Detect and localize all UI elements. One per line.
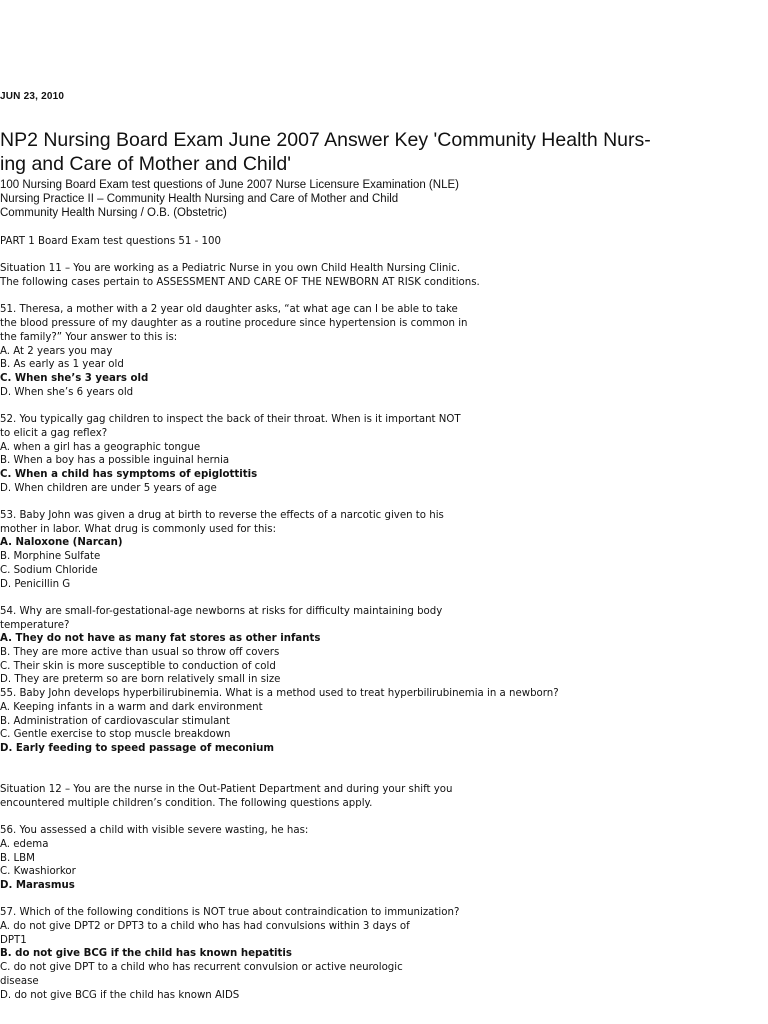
answer-option: B. They are more active than usual so throw off covers [0, 647, 280, 659]
intro-line: 100 Nursing Board Exam test questions of June 2007 Nurse Licensure Examination (NLE) [0, 179, 459, 191]
answer-option-continued: disease [0, 975, 39, 987]
intro-line: Community Health Nursing / O.B. (Obstetric) [0, 207, 227, 219]
answer-option: C. Sodium Chloride [0, 564, 98, 576]
intro-line: Nursing Practice II – Community Health Nursing and Care of Mother and Child [0, 193, 399, 205]
answer-option: B. Administration of cardiovascular stimulant [0, 715, 230, 727]
question-57 [0, 906, 640, 1002]
question-text: temperature? [0, 619, 70, 631]
title-line: NP2 Nursing Board Exam June 2007 Answer Key 'Community Health Nurs- [0, 129, 651, 151]
answer-option: A. when a girl has a geographic tongue [0, 441, 201, 453]
situation-12-line: encountered multiple children’s condition. The following questions apply. [0, 797, 373, 809]
answer-option: A. At 2 years you may [0, 345, 113, 357]
answer-option: C. Gentle exercise to stop muscle breakdown [0, 729, 231, 741]
answer-option: D. When she’s 6 years old [0, 386, 134, 398]
post-date: JUN 23, 2010 [0, 91, 65, 102]
question-text: to elicit a gag reflex? [0, 427, 108, 439]
question-52 [0, 413, 640, 495]
situation-11-line: Situation 11 – You are working as a Pediatric Nurse in you own Child Health Nursing Clinic. [0, 263, 461, 275]
question-text: 57. Which of the following conditions is NOT true about contraindication to immunization? [0, 907, 460, 919]
correct-answer-option: D. Early feeding to speed passage of meconium [0, 742, 275, 754]
question-text: 51. Theresa, a mother with a 2 year old daughter asks, “at what age can I be able to take [0, 304, 458, 316]
answer-option: A. do not give DPT2 or DPT3 to a child who has had convulsions within 3 days of [0, 921, 410, 933]
answer-option: C. do not give DPT to a child who has recurrent convulsion or active neurologic [0, 962, 403, 974]
page-title [0, 128, 700, 176]
question-text: 55. Baby John develops hyperbilirubinemia. What is a method used to treat hyperbilirubinemia in a newborn? [0, 688, 559, 700]
question-text: 53. Baby John was given a drug at birth to reverse the effects of a narcotic given to his [0, 510, 444, 521]
part-heading: PART 1 Board Exam test questions 51 - 100 [0, 236, 221, 247]
answer-option: B. When a boy has a possible inguinal hernia [0, 455, 230, 467]
answer-option: B. LBM [0, 852, 35, 864]
question-text: 54. Why are small-for-gestational-age newborns at risks for difficulty maintaining body [0, 605, 443, 617]
question-55 [0, 687, 640, 756]
answer-option: D. Penicillin G [0, 578, 71, 590]
correct-answer-option: A. They do not have as many fat stores as other infants [0, 633, 321, 645]
answer-option: D. When children are under 5 years of age [0, 482, 217, 494]
question-text: the family?” Your answer to this is: [0, 331, 178, 343]
answer-option: D. They are preterm so are born relatively small in size [0, 674, 281, 686]
question-53 [0, 509, 640, 591]
question-text: mother in labor. What drug is commonly used for this: [0, 523, 277, 535]
correct-answer-option: B. do not give BCG if the child has known hepatitis [0, 948, 292, 960]
situation-12-line: Situation 12 – You are the nurse in the Out-Patient Department and during your shift you [0, 784, 453, 796]
question-56 [0, 824, 640, 893]
correct-answer-option: C. When a child has symptoms of epiglottitis [0, 468, 258, 480]
answer-option: C. Their skin is more susceptible to conduction of cold [0, 660, 276, 672]
answer-option: A. edema [0, 838, 49, 850]
question-text: 56. You assessed a child with visible severe wasting, he has: [0, 825, 309, 837]
title-line: ing and Care of Mother and Child' [0, 153, 291, 175]
answer-option: B. Morphine Sulfate [0, 551, 101, 563]
question-51 [0, 303, 640, 399]
answer-option: B. As early as 1 year old [0, 359, 124, 371]
intro-block [0, 178, 560, 220]
correct-answer-option: C. When she’s 3 years old [0, 373, 149, 384]
answer-option: D. do not give BCG if the child has known AIDS [0, 989, 240, 1001]
question-text: 52. You typically gag children to inspect the back of their throat. When is it important NOT [0, 414, 461, 426]
correct-answer-option: D. Marasmus [0, 879, 75, 891]
question-54 [0, 605, 640, 687]
correct-answer-option: A. Naloxone (Narcan) [0, 537, 123, 549]
answer-option-continued: DPT1 [0, 934, 27, 946]
answer-option: C. Kwashiorkor [0, 866, 76, 878]
situation-11-line: The following cases pertain to ASSESSMENT AND CARE OF THE NEWBORN AT RISK conditions. [0, 277, 480, 289]
exam-body [0, 235, 640, 1002]
question-text: the blood pressure of my daughter as a routine procedure since hypertension is common in [0, 318, 468, 330]
answer-option: A. Keeping infants in a warm and dark environment [0, 701, 263, 713]
